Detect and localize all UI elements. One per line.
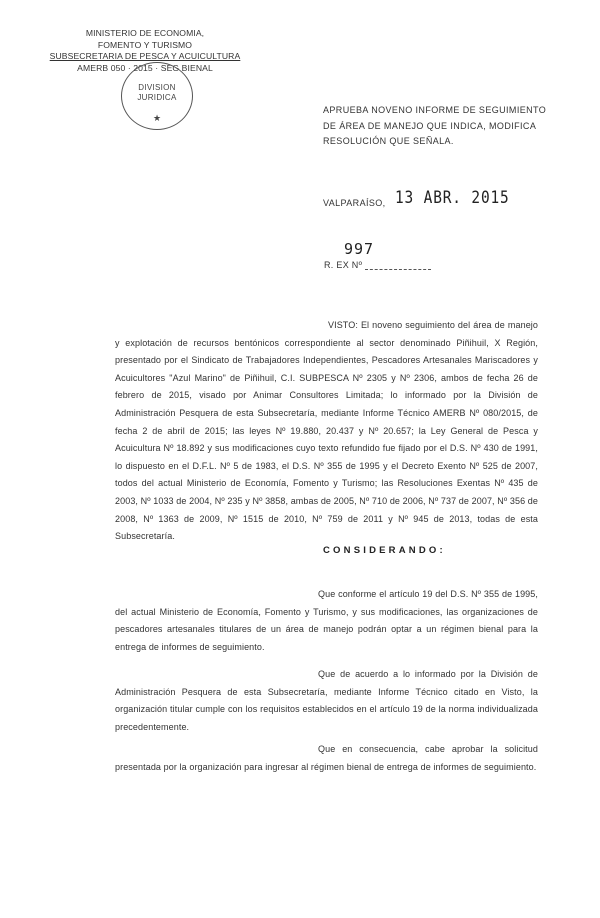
header-ministry: MINISTERIO DE ECONOMIA, [85,28,205,38]
stamp-division: DIVISION [138,83,176,92]
resolution-number-line [365,269,431,270]
stamp-juridica: JURIDICA [137,93,177,102]
date-stamp: 13 ABR. 2015 [395,188,510,208]
considerando-heading: CONSIDERANDO: [323,545,446,556]
header-reference: AMERB 050 · 2015 · SEG BIENAL [77,62,213,73]
division-juridica-stamp [121,62,193,130]
header-fomento: FOMENTO Y TURISMO [97,39,193,50]
considerando-paragraph-3: Que en consecuencia, cabe aprobar la solicitud presentada por la organización para ingresar al régimen bienal de entrega de informes de seguimiento. [115,744,538,772]
considerando-paragraph-1: Que conforme el artículo 19 del D.S. Nº 355 de 1995, del actual Ministerio de Economía, Fomento y Turismo, y sus modificaciones, las organizaciones de pescadores artesanales titulares de un área de manejo podrán optar a un régimen bienal para la entrega de informes de seguimiento. [115,589,538,652]
header-subsecretaria: SUBSECRETARIA DE PESCA Y ACUICULTURA [49,51,241,61]
resolution-label-text: R. EX Nº [324,260,363,270]
city-label: VALPARAÍSO, [323,198,386,208]
stamp-star-icon: ★ [152,113,162,123]
resolution-subject: APRUEBA NOVENO INFORME DE SEGUIMIENTO DE ÁREA DE MANEJO QUE INDICA, MODIFICA RESOLUCIÓN QUE SEÑALA. [323,105,547,146]
resolution-label [324,260,431,270]
visto-paragraph: VISTO: El noveno seguimiento del área de manejo y explotación de recursos bentónicos correspondiente al sector denominado Piñihuil, X Región, presentado por el Sindicato de Trabajadores Independientes, Pescadores Artesanales Mariscadores y Acuicultores "Azul Marino" de Piñihuil, C.I. SUBPESCA Nº 2305 y Nº 2306, ambos de fecha 26 de febrero de 2015, visado por Animar Consultores Limitada; lo informado por la División de Administración Pesquera de esta Subsecretaría, mediante Informe Técnico AMERB Nº 080/2015, de fecha 2 de abril de 2015; las leyes Nº 19.880, 20.437 y Nº 20.657; la Ley General de Pesca y Acuicultura Nº 18.892 y sus modificaciones cuyo texto refundido fue fijado por el D.S. Nº 430 de 1991, lo dispuesto en el D.F.L. Nº 5 de 1983, el D.S. Nº 355 de 1995 y el Decreto Exento Nº 525 de 2007, todos del actual Ministerio de Economía, Fomento y Turismo; las Resoluciones Exentas Nº 435 de 2003, Nº 1033 de 2004, Nº 235 y Nº 3858, ambas de 2005, Nº 710 de 2006, Nº 737 de 2007, Nº 356 de 2008, Nº 1363 de 2009, Nº 1515 de 2010, Nº 759 de 2011 y Nº 945 de 2013, todas de esta Subsecretaría. [115,320,538,542]
resolution-number: 997 [344,240,375,258]
considerando-paragraph-2: Que de acuerdo a lo informado por la División de Administración Pesquera de esta Subsecretaría, mediante Informe Técnico citado en Visto, la organización titular cumple con los requisitos establecidos en el artículo 19 de la norma individualizada precedentemente. [115,669,538,732]
